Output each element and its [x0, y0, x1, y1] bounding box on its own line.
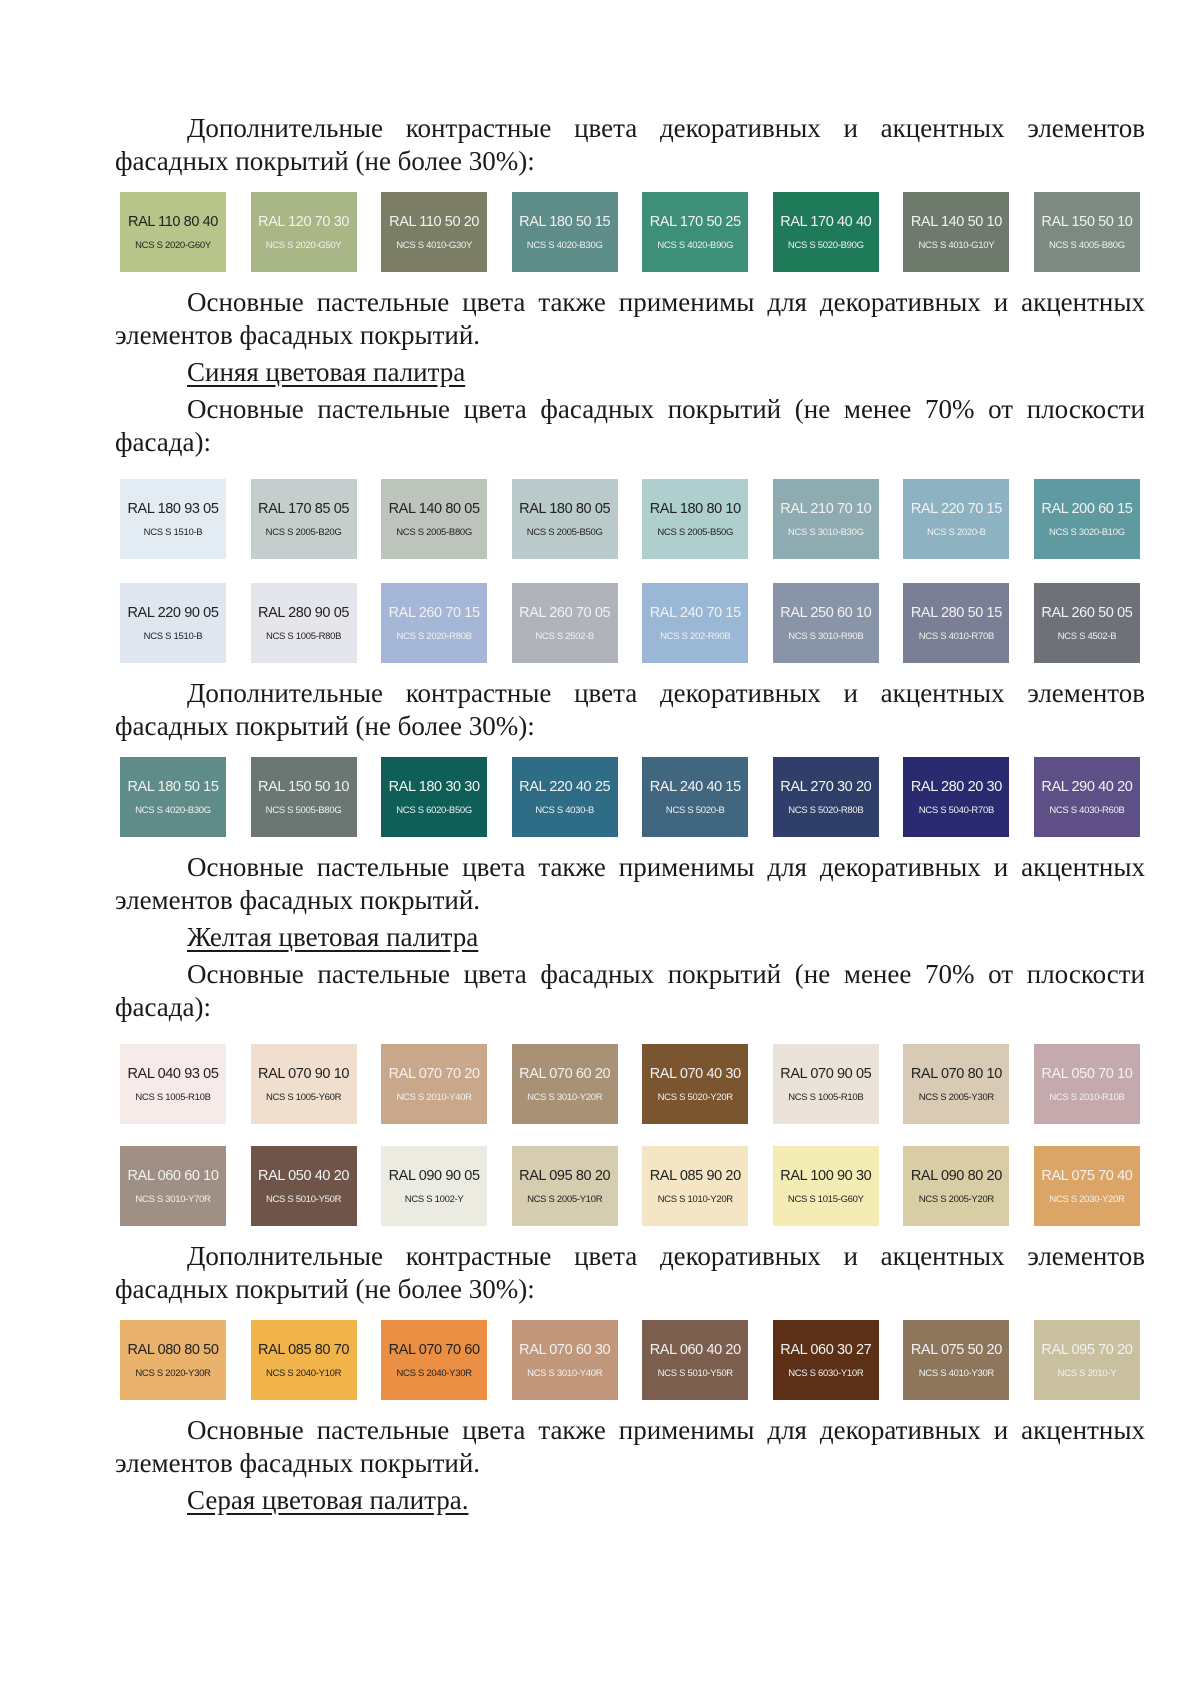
color-swatch — [512, 192, 618, 272]
color-swatch — [1034, 1044, 1140, 1124]
swatch-ncs-code: NCS S 5020-B — [665, 804, 725, 816]
swatch-row-blue-main-2 — [120, 583, 1140, 663]
heading-yellow-palette: Желтая цветовая палитра — [187, 922, 479, 952]
swatch-ral-code: RAL 180 50 15 — [127, 778, 219, 795]
swatch-ral-code: RAL 200 60 15 — [1041, 500, 1133, 517]
paragraph-pastel-applicable: Основные пастельные цвета также применимы для декоративных и акцентных элементов фасадных покрытий. — [115, 287, 1145, 350]
swatch-ral-code: RAL 240 40 15 — [649, 778, 741, 795]
color-swatch — [773, 1146, 879, 1226]
swatch-ral-code: RAL 180 93 05 — [127, 500, 219, 517]
color-swatch — [120, 757, 226, 837]
swatch-ral-code: RAL 220 40 25 — [519, 778, 611, 795]
color-swatch — [251, 1044, 357, 1124]
swatch-ral-code: RAL 095 80 20 — [519, 1167, 611, 1184]
swatch-ral-code: RAL 050 70 10 — [1041, 1065, 1133, 1082]
color-swatch — [381, 192, 487, 272]
color-swatch — [120, 1320, 226, 1400]
swatch-row-yellow-main-2 — [120, 1146, 1140, 1226]
color-swatch — [903, 583, 1009, 663]
swatch-ncs-code: NCS S 2005-Y20R — [918, 1193, 994, 1205]
swatch-ral-code: RAL 075 70 40 — [1041, 1167, 1133, 1184]
color-swatch — [1034, 1146, 1140, 1226]
swatch-ncs-code: NCS S 3010-Y20R — [527, 1091, 603, 1103]
swatch-ncs-code: NCS S 5010-Y50R — [265, 1193, 342, 1205]
heading-blue-palette: Синяя цветовая палитра — [187, 357, 466, 387]
paragraph-blue-main-intro: Основные пастельные цвета фасадных покрытий (не менее 70% от плоскости фасада): — [115, 394, 1145, 457]
swatch-ral-code: RAL 070 90 10 — [258, 1065, 350, 1082]
color-swatch — [773, 583, 879, 663]
color-swatch — [512, 1044, 618, 1124]
swatch-ncs-code: NCS S 2502-B — [535, 630, 595, 642]
paragraph-blue-pastel-applicable: Основные пастельные цвета также применимы для декоративных и акцентных элементов фасадных покрытий. — [115, 852, 1145, 915]
swatch-ral-code: RAL 085 80 70 — [258, 1341, 350, 1358]
color-swatch — [1034, 757, 1140, 837]
swatch-ncs-code: NCS S 2005-Y10R — [527, 1193, 603, 1205]
swatch-ral-code: RAL 280 90 05 — [258, 604, 350, 621]
color-swatch — [903, 757, 1009, 837]
swatch-ncs-code: NCS S 1005-R10B — [788, 1091, 864, 1103]
swatch-ral-code: RAL 110 50 20 — [389, 213, 480, 230]
color-swatch — [120, 192, 226, 272]
swatch-ncs-code: NCS S 202-R90B — [660, 630, 731, 642]
swatch-ncs-code: NCS S 1510-B — [143, 630, 203, 642]
color-swatch — [642, 757, 748, 837]
swatch-ral-code: RAL 095 70 20 — [1041, 1341, 1133, 1358]
color-swatch — [512, 479, 618, 559]
swatch-ral-code: RAL 150 50 10 — [1041, 213, 1133, 230]
swatch-row-yellow-accent — [120, 1320, 1140, 1400]
swatch-ral-code: RAL 260 70 05 — [519, 604, 611, 621]
color-swatch — [642, 583, 748, 663]
swatch-ncs-code: NCS S 1002-Y — [404, 1193, 464, 1205]
swatch-ncs-code: NCS S 2010-Y40R — [396, 1091, 472, 1103]
paragraph-blue-accent-intro: Дополнительные контрастные цвета декоративных и акцентных элементов фасадных покрытий (не более 30%): — [115, 678, 1145, 741]
swatch-ncs-code: NCS S 2010-R10B — [1049, 1091, 1125, 1103]
paragraph-yellow-main-intro: Основные пастельные цвета фасадных покрытий (не менее 70% от плоскости фасада): — [115, 959, 1145, 1022]
heading-grey-palette: Серая цветовая палитра. — [187, 1485, 469, 1515]
swatch-ncs-code: NCS S 2005-B20G — [265, 526, 342, 538]
swatch-ncs-code: NCS S 1010-Y20R — [657, 1193, 733, 1205]
color-swatch — [120, 1044, 226, 1124]
swatch-row-yellow-main-1 — [120, 1044, 1140, 1124]
swatch-ncs-code: NCS S 3010-Y40R — [527, 1367, 603, 1379]
swatch-ncs-code: NCS S 2005-B50G — [526, 526, 603, 538]
swatch-ncs-code: NCS S 1005-R10B — [135, 1091, 211, 1103]
swatch-ral-code: RAL 140 80 05 — [388, 500, 480, 517]
swatch-ral-code: RAL 070 60 30 — [519, 1341, 611, 1358]
paragraph-green-accent-intro: Дополнительные контрастные цвета декоративных и акцентных элементов фасадных покрытий (не более 30%): — [115, 113, 1145, 176]
swatch-ncs-code: NCS S 6020-B50G — [396, 804, 472, 816]
swatch-ncs-code: NCS S 3010-Y70R — [135, 1193, 211, 1205]
swatch-ncs-code: NCS S 3010-R90B — [788, 630, 864, 642]
swatch-ral-code: RAL 180 80 05 — [519, 500, 611, 517]
swatch-ral-code: RAL 050 40 20 — [258, 1167, 350, 1184]
swatch-ral-code: RAL 110 80 40 — [128, 213, 218, 230]
paragraph-yellow-accent-intro: Дополнительные контрастные цвета декоративных и акцентных элементов фасадных покрытий (не более 30%): — [115, 1241, 1145, 1304]
swatch-ral-code: RAL 180 80 10 — [649, 500, 741, 517]
color-swatch — [1034, 479, 1140, 559]
color-swatch — [903, 1146, 1009, 1226]
swatch-ncs-code: NCS S 5020-R80B — [788, 804, 864, 816]
swatch-ral-code: RAL 180 50 15 — [519, 213, 611, 230]
color-swatch — [512, 583, 618, 663]
swatch-ncs-code: NCS S 3010-B30G — [787, 526, 864, 538]
color-swatch — [773, 1044, 879, 1124]
swatch-ral-code: RAL 070 90 05 — [780, 1065, 872, 1082]
swatch-ncs-code: NCS S 2020-Y30R — [135, 1367, 211, 1379]
swatch-ral-code: RAL 220 90 05 — [127, 604, 219, 621]
swatch-ral-code: RAL 170 50 25 — [649, 213, 741, 230]
swatch-ral-code: RAL 270 30 20 — [780, 778, 872, 795]
swatch-ral-code: RAL 170 40 40 — [780, 213, 872, 230]
swatch-ral-code: RAL 240 70 15 — [649, 604, 741, 621]
swatch-ncs-code: NCS S 5040-R70B — [918, 804, 994, 816]
color-swatch — [512, 757, 618, 837]
color-swatch — [251, 479, 357, 559]
color-swatch — [381, 1320, 487, 1400]
swatch-ncs-code: NCS S 5020-B90G — [787, 239, 864, 251]
swatch-ncs-code: NCS S 5020-Y20R — [657, 1091, 733, 1103]
swatch-ral-code: RAL 100 90 30 — [780, 1167, 872, 1184]
swatch-ncs-code: NCS S 4005-B80G — [1049, 239, 1125, 251]
swatch-ncs-code: NCS S 2005-B50G — [657, 526, 734, 538]
swatch-ncs-code: NCS S 4030-B — [535, 804, 595, 816]
swatch-ncs-code: NCS S 5010-Y50R — [657, 1367, 733, 1379]
swatch-ral-code: RAL 060 60 10 — [127, 1167, 219, 1184]
swatch-ncs-code: NCS S 5005-B80G — [265, 804, 342, 816]
swatch-ral-code: RAL 260 70 15 — [388, 604, 480, 621]
swatch-ral-code: RAL 260 50 05 — [1041, 604, 1133, 621]
swatch-ral-code: RAL 085 90 20 — [649, 1167, 741, 1184]
swatch-ral-code: RAL 070 80 10 — [910, 1065, 1002, 1082]
swatch-ncs-code: NCS S 2020-G50Y — [265, 239, 342, 251]
swatch-ral-code: RAL 090 80 20 — [910, 1167, 1002, 1184]
color-swatch — [381, 479, 487, 559]
color-swatch — [251, 1320, 357, 1400]
swatch-row-blue-main-1 — [120, 479, 1140, 559]
swatch-ncs-code: NCS S 4030-R60B — [1049, 804, 1125, 816]
color-swatch — [251, 583, 357, 663]
swatch-ncs-code: NCS S 1510-B — [143, 526, 203, 538]
color-swatch — [1034, 583, 1140, 663]
swatch-ncs-code: NCS S 4502-B — [1057, 630, 1117, 642]
swatch-ral-code: RAL 140 50 10 — [910, 213, 1002, 230]
swatch-ncs-code: NCS S 3020-B10G — [1049, 526, 1125, 538]
paragraph-yellow-pastel-applicable: Основные пастельные цвета также применимы для декоративных и акцентных элементов фасадных покрытий. — [115, 1415, 1145, 1478]
swatch-ncs-code: NCS S 2020-B — [927, 526, 986, 538]
swatch-ncs-code: NCS S 4020-B30G — [526, 239, 603, 251]
color-swatch — [903, 192, 1009, 272]
color-swatch — [642, 1044, 748, 1124]
swatch-ral-code: RAL 210 70 10 — [780, 500, 872, 517]
swatch-ral-code: RAL 060 40 20 — [649, 1341, 741, 1358]
color-swatch — [251, 1146, 357, 1226]
color-swatch — [903, 479, 1009, 559]
swatch-ral-code: RAL 075 50 20 — [910, 1341, 1002, 1358]
swatch-ral-code: RAL 070 70 60 — [388, 1341, 480, 1358]
color-swatch — [512, 1320, 618, 1400]
swatch-ral-code: RAL 280 50 15 — [910, 604, 1002, 621]
swatch-ncs-code: NCS S 4010-G10Y — [918, 239, 995, 251]
swatch-ncs-code: NCS S 2010-Y — [1057, 1367, 1117, 1379]
swatch-ral-code: RAL 040 93 05 — [127, 1065, 219, 1082]
color-swatch — [642, 479, 748, 559]
swatch-ncs-code: NCS S 4010-R70B — [918, 630, 994, 642]
swatch-ral-code: RAL 060 30 27 — [780, 1341, 872, 1358]
swatch-ral-code: RAL 150 50 10 — [258, 778, 350, 795]
color-swatch — [381, 1146, 487, 1226]
swatch-ncs-code: NCS S 1015-G60Y — [787, 1193, 864, 1205]
color-swatch — [120, 479, 226, 559]
color-swatch — [1034, 1320, 1140, 1400]
color-swatch — [773, 757, 879, 837]
color-swatch — [903, 1320, 1009, 1400]
color-swatch — [381, 757, 487, 837]
color-swatch — [1034, 192, 1140, 272]
swatch-ncs-code: NCS S 1005-Y60R — [265, 1091, 342, 1103]
swatch-ral-code: RAL 250 60 10 — [780, 604, 872, 621]
color-swatch — [381, 1044, 487, 1124]
swatch-ral-code: RAL 180 30 30 — [388, 778, 480, 795]
swatch-ncs-code: NCS S 4020-B90G — [657, 239, 734, 251]
swatch-ncs-code: NCS S 2005-B80G — [396, 526, 472, 538]
color-swatch — [642, 1320, 748, 1400]
color-swatch — [120, 1146, 226, 1226]
swatch-ncs-code: NCS S 6030-Y10R — [788, 1367, 864, 1379]
swatch-ral-code: RAL 090 90 05 — [388, 1167, 480, 1184]
swatch-row-blue-accent — [120, 757, 1140, 837]
swatch-row-green-accent — [120, 192, 1140, 272]
swatch-ral-code: RAL 280 20 30 — [910, 778, 1002, 795]
swatch-ral-code: RAL 070 70 20 — [388, 1065, 480, 1082]
swatch-ral-code: RAL 170 85 05 — [258, 500, 350, 517]
swatch-ncs-code: NCS S 2020-R80B — [396, 630, 472, 642]
swatch-ncs-code: NCS S 4020-B30G — [135, 804, 211, 816]
color-swatch — [120, 583, 226, 663]
color-swatch — [642, 192, 748, 272]
swatch-ral-code: RAL 080 80 50 — [127, 1341, 219, 1358]
swatch-ral-code: RAL 220 70 15 — [910, 500, 1002, 517]
swatch-ral-code: RAL 290 40 20 — [1041, 778, 1133, 795]
swatch-ncs-code: NCS S 2040-Y10R — [265, 1367, 342, 1379]
swatch-ral-code: RAL 120 70 30 — [258, 213, 350, 230]
color-swatch — [642, 1146, 748, 1226]
color-swatch — [903, 1044, 1009, 1124]
swatch-ncs-code: NCS S 4010-G30Y — [396, 239, 472, 251]
document-page — [115, 112, 1145, 1521]
color-swatch — [381, 583, 487, 663]
color-swatch — [512, 1146, 618, 1226]
color-swatch — [251, 192, 357, 272]
swatch-ncs-code: NCS S 1005-R80B — [265, 630, 342, 642]
color-swatch — [773, 479, 879, 559]
swatch-ral-code: RAL 070 40 30 — [649, 1065, 741, 1082]
swatch-ncs-code: NCS S 2005-Y30R — [918, 1091, 994, 1103]
swatch-ncs-code: NCS S 2040-Y30R — [396, 1367, 472, 1379]
swatch-ncs-code: NCS S 2030-Y20R — [1049, 1193, 1125, 1205]
swatch-ncs-code: NCS S 4010-Y30R — [918, 1367, 994, 1379]
color-swatch — [773, 192, 879, 272]
color-swatch — [251, 757, 357, 837]
swatch-ncs-code: NCS S 2020-G60Y — [135, 239, 211, 251]
swatch-ral-code: RAL 070 60 20 — [519, 1065, 611, 1082]
color-swatch — [773, 1320, 879, 1400]
